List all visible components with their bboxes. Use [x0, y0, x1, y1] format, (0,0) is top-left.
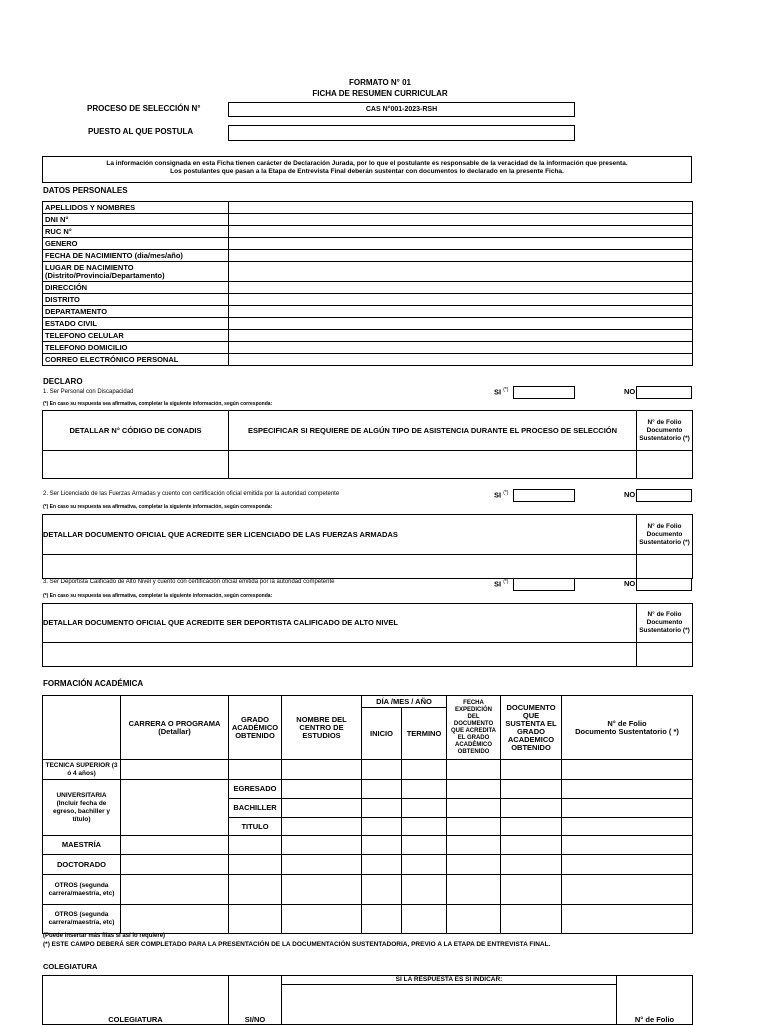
q2-si-label: SI (*)	[494, 490, 509, 500]
cell[interactable]	[282, 760, 362, 780]
cell[interactable]	[562, 875, 693, 905]
q3-note: (*) En caso su respuesta sea afirmativa, completar la siguiente información, según corresponda:	[43, 593, 273, 599]
colegiatura-detail[interactable]	[282, 985, 617, 1025]
cell[interactable]	[362, 875, 402, 905]
cell[interactable]	[229, 875, 282, 905]
cell[interactable]	[402, 780, 447, 799]
formacion-col-fecha: DÍA /MES / AÑO	[362, 696, 447, 708]
datos-label: LUGAR DE NACIMIENTO (Distrito/Provincia/Departamento)	[43, 262, 229, 282]
notice-line-1: La información consignada en esta Ficha tienen carácter de Declaración Jurada, por lo que el postulante es responsable de la veracidad de la información que presenta.	[106, 160, 628, 167]
formacion-col-documento: DOCUMENTO QUE SUSTENTA EL GRADO ACADEMICO OBTENIDO	[501, 696, 562, 760]
cell[interactable]	[362, 905, 402, 934]
q3-no-field[interactable]	[636, 578, 692, 591]
table-row	[43, 604, 693, 643]
q3-table	[42, 603, 693, 667]
row-universitaria: UNIVERSITARIA (Incluir fecha de egreso, bachiller y título)	[43, 780, 121, 836]
cell[interactable]	[362, 799, 402, 818]
datos-label: DEPARTAMENTO	[43, 306, 229, 318]
datos-heading: DATOS PERSONALES	[43, 186, 128, 195]
table-row	[43, 411, 693, 451]
cell[interactable]	[402, 799, 447, 818]
cell[interactable]	[447, 905, 501, 934]
row-otros: OTROS (segunda carrera/maestría, etc)	[43, 905, 121, 934]
datos-label: RUC N°	[43, 226, 229, 238]
q3-col-folio: N° de Folio Documento Sustentatorio (*)	[637, 604, 693, 643]
q1-no-label: NO	[624, 387, 636, 396]
table-row	[43, 306, 693, 318]
q1-folio-value[interactable]	[637, 451, 693, 479]
cell[interactable]	[447, 760, 501, 780]
datos-value[interactable]	[229, 306, 693, 318]
cell[interactable]	[447, 875, 501, 905]
proceso-field[interactable]	[228, 102, 575, 117]
cell[interactable]	[362, 836, 402, 855]
cell[interactable]	[282, 875, 362, 905]
cell[interactable]	[501, 875, 562, 905]
cell[interactable]	[282, 855, 362, 875]
q1-col-folio: N° de Folio Documento Sustentatorio (*)	[637, 411, 693, 451]
q2-no-label: NO	[624, 490, 636, 499]
puesto-label: PUESTO AL QUE POSTULA	[88, 127, 194, 136]
cell[interactable]	[501, 760, 562, 780]
q1-col-conadis: DETALLAR N° CÓDIGO DE CONADIS	[43, 411, 229, 451]
cell[interactable]	[501, 855, 562, 875]
formacion-note-1: (Puede insertar más filas si así lo requiere)	[43, 933, 166, 939]
cell[interactable]	[362, 855, 402, 875]
formacion-col-nivel	[43, 696, 121, 760]
datos-value[interactable]	[229, 238, 693, 250]
q1-col-asistencia: ESPECIFICAR SI REQUIERE DE ALGÚN TIPO DE ASISTENCIA DURANTE EL PROCESO DE SELECCIÓN	[229, 411, 637, 451]
datos-label: CORREO ELECTRÓNICO PERSONAL	[43, 354, 229, 366]
q2-col-documento: DETALLAR DOCUMENTO OFICIAL QUE ACREDITE SER LICENCIADO DE LAS FUERZAS ARMADAS	[43, 515, 637, 555]
row-doctorado: DOCTORADO	[43, 855, 121, 875]
table-row	[43, 451, 693, 479]
declaro-heading: DECLARO	[43, 377, 83, 386]
datos-label: ESTADO CIVIL	[43, 318, 229, 330]
row-bachiller: BACHILLER	[229, 799, 282, 818]
cell[interactable]	[562, 818, 693, 836]
form-title: FICHA DE RESUMEN CURRICULAR	[312, 89, 448, 98]
cell[interactable]	[447, 799, 501, 818]
datos-table	[42, 201, 693, 366]
formacion-col-carrera: CARRERA O PROGRAMA (Detallar)	[121, 696, 229, 760]
cell[interactable]	[562, 905, 693, 934]
proceso-label: PROCESO DE SELECCIÓN N°	[87, 104, 201, 113]
table-row	[43, 282, 693, 294]
declaration-notice	[42, 156, 692, 183]
datos-label: DNI N°	[43, 214, 229, 226]
datos-label: APELLIDOS Y NOMBRES	[43, 202, 229, 214]
datos-value[interactable]	[229, 226, 693, 238]
colegiatura-col-3: SI LA RESPUESTA ES SI INDICAR:	[282, 976, 617, 985]
cell[interactable]	[282, 799, 362, 818]
formacion-col-termino: TERMINO	[402, 708, 447, 760]
q1-si-field[interactable]	[513, 386, 575, 399]
notice-line-2: Los postulantes que pasan a la Etapa de Entrevista Final deberán sustentar con documentos lo declarado en la presente Ficha.	[170, 168, 564, 175]
datos-value[interactable]	[229, 282, 693, 294]
table-row	[43, 318, 693, 330]
q3-col-documento: DETALLAR DOCUMENTO OFICIAL QUE ACREDITE SER DEPORTISTA CALIFICADO DE ALTO NIVEL	[43, 604, 637, 643]
cell[interactable]	[121, 836, 229, 855]
colegiatura-table	[42, 975, 693, 1025]
cell[interactable]	[362, 818, 402, 836]
cell[interactable]	[362, 780, 402, 799]
cell[interactable]	[282, 836, 362, 855]
cell[interactable]	[121, 855, 229, 875]
table-row	[43, 760, 693, 780]
table-row	[43, 330, 693, 342]
cell[interactable]	[282, 780, 362, 799]
form-number-title: FORMATO N° 01	[348, 78, 412, 87]
q2-folio-value[interactable]	[637, 555, 693, 579]
cell[interactable]	[402, 818, 447, 836]
puesto-field[interactable]	[228, 125, 575, 141]
datos-value[interactable]	[229, 318, 693, 330]
table-row	[43, 250, 693, 262]
cell[interactable]	[121, 780, 229, 836]
datos-value[interactable]	[229, 294, 693, 306]
formacion-note-2: (*) ESTE CAMPO DEBERÁ SER COMPLETADO PARA LA PRESENTACIÓN DE LA DOCUMENTACIÓN SUSTENTADORIA, PREVIO A LA ETAPA DE ENTREVISTA FINAL.	[43, 941, 551, 948]
datos-value[interactable]	[229, 250, 693, 262]
table-row	[43, 555, 693, 579]
cell[interactable]	[447, 836, 501, 855]
cell[interactable]	[121, 875, 229, 905]
datos-label: TELEFONO DOMICILIO	[43, 342, 229, 354]
cell[interactable]	[229, 760, 282, 780]
cell[interactable]	[447, 855, 501, 875]
datos-value[interactable]	[229, 342, 693, 354]
colegiatura-col-2: SI/NO	[229, 976, 282, 1025]
q2-si-field[interactable]	[513, 489, 575, 502]
q3-folio-value[interactable]	[637, 643, 693, 667]
cell[interactable]	[121, 905, 229, 934]
cell[interactable]	[402, 855, 447, 875]
proceso-value: CAS N°001-2023-RSH	[365, 106, 438, 113]
datos-label: DIRECCIÓN	[43, 282, 229, 294]
formacion-col-folio: N° de Folio Documento Sustentatorio ( *)	[562, 696, 693, 760]
datos-value[interactable]	[229, 262, 693, 282]
formacion-heading: FORMACIÓN ACADÉMICA	[43, 679, 144, 688]
q2-text: 2. Ser Licenciado de las Fuerzas Armadas y cuento con certificación oficial emitida por la autoridad competente	[43, 491, 340, 497]
table-row	[43, 354, 693, 366]
cell[interactable]	[282, 905, 362, 934]
q1-asistencia-value[interactable]	[229, 451, 637, 479]
cell[interactable]	[501, 799, 562, 818]
q3-si-label: SI (*)	[494, 579, 509, 589]
table-row	[43, 342, 693, 354]
table-row	[43, 836, 693, 855]
cell[interactable]	[402, 905, 447, 934]
formacion-col-expedicion: FECHA EXPEDICIÓN DEL DOCUMENTO QUE ACREDITA EL GRADO ACADÉMICO OBTENIDO	[447, 696, 501, 760]
cell[interactable]	[229, 905, 282, 934]
cell[interactable]	[562, 780, 693, 799]
datos-value[interactable]	[229, 330, 693, 342]
q1-text: 1. Ser Personal con Discapacidad	[43, 389, 134, 395]
q1-note: (*) En caso su respuesta sea afirmativa, completar la siguiente información, según corresponda:	[43, 401, 273, 407]
cell[interactable]	[501, 836, 562, 855]
datos-value[interactable]	[229, 214, 693, 226]
cell[interactable]	[562, 855, 693, 875]
table-row	[43, 238, 693, 250]
colegiatura-col-4: N° de Folio	[617, 976, 693, 1025]
cell[interactable]	[562, 799, 693, 818]
cell[interactable]	[121, 760, 229, 780]
q3-si-field[interactable]	[513, 578, 575, 591]
cell[interactable]	[562, 760, 693, 780]
q2-col-folio: N° de Folio Documento Sustentatorio (*)	[637, 515, 693, 555]
datos-label: TELEFONO CELULAR	[43, 330, 229, 342]
q1-si-label: SI (*)	[494, 387, 509, 397]
q1-no-field[interactable]	[636, 386, 692, 399]
table-row	[43, 855, 693, 875]
table-row	[43, 294, 693, 306]
cell[interactable]	[282, 818, 362, 836]
table-row	[43, 905, 693, 934]
row-titulo: TITULO	[229, 818, 282, 836]
datos-label: DISTRITO	[43, 294, 229, 306]
cell[interactable]	[229, 855, 282, 875]
cell[interactable]	[562, 836, 693, 855]
q2-note: (*) En caso su respuesta sea afirmativa, completar la siguiente información, según corresponda:	[43, 504, 273, 510]
formacion-table	[42, 695, 693, 934]
q2-no-field[interactable]	[636, 489, 692, 502]
cell[interactable]	[501, 818, 562, 836]
q1-conadis-value[interactable]	[43, 451, 229, 479]
cell[interactable]	[402, 836, 447, 855]
formacion-col-grado: GRADO ACADÉMICO OBTENIDO	[229, 696, 282, 760]
table-row	[43, 780, 693, 799]
cell[interactable]	[501, 905, 562, 934]
table-row	[43, 515, 693, 555]
table-row	[43, 643, 693, 667]
q3-documento-value[interactable]	[43, 643, 637, 667]
q3-text: 3. Ser Deportista Calificado de Alto Nivel y cuento con certificación oficial emitida por la autoridad competente	[43, 579, 335, 585]
table-row	[43, 226, 693, 238]
row-maestria: MAESTRÍA	[43, 836, 121, 855]
table-row	[43, 976, 693, 985]
row-otros: OTROS (segunda carrera/maestría, etc)	[43, 875, 121, 905]
formacion-col-inicio: INICIO	[362, 708, 402, 760]
datos-value[interactable]	[229, 354, 693, 366]
row-tecnica: TECNICA SUPERIOR (3 ó 4 años)	[43, 760, 121, 780]
colegiatura-heading: COLEGIATURA	[43, 962, 98, 971]
table-row	[43, 262, 693, 282]
cell[interactable]	[362, 760, 402, 780]
formacion-col-centro: NOMBRE DEL CENTRO DE ESTUDIOS	[282, 696, 362, 760]
cell[interactable]	[447, 780, 501, 799]
datos-label: GENERO	[43, 238, 229, 250]
datos-value[interactable]	[229, 202, 693, 214]
q3-no-label: NO	[624, 579, 636, 588]
table-row	[43, 202, 693, 214]
colegiatura-col-1: COLEGIATURA	[43, 976, 229, 1025]
table-row	[43, 214, 693, 226]
table-row	[43, 696, 693, 708]
cell[interactable]	[447, 818, 501, 836]
cell[interactable]	[501, 780, 562, 799]
datos-label: FECHA DE NACIMIENTO (dia/mes/año)	[43, 250, 229, 262]
cell[interactable]	[229, 836, 282, 855]
q2-documento-value[interactable]	[43, 555, 637, 579]
q2-table	[42, 514, 693, 579]
cell[interactable]	[402, 760, 447, 780]
table-row	[43, 875, 693, 905]
cell[interactable]	[402, 875, 447, 905]
q1-table	[42, 410, 693, 479]
row-egresado: EGRESADO	[229, 780, 282, 799]
